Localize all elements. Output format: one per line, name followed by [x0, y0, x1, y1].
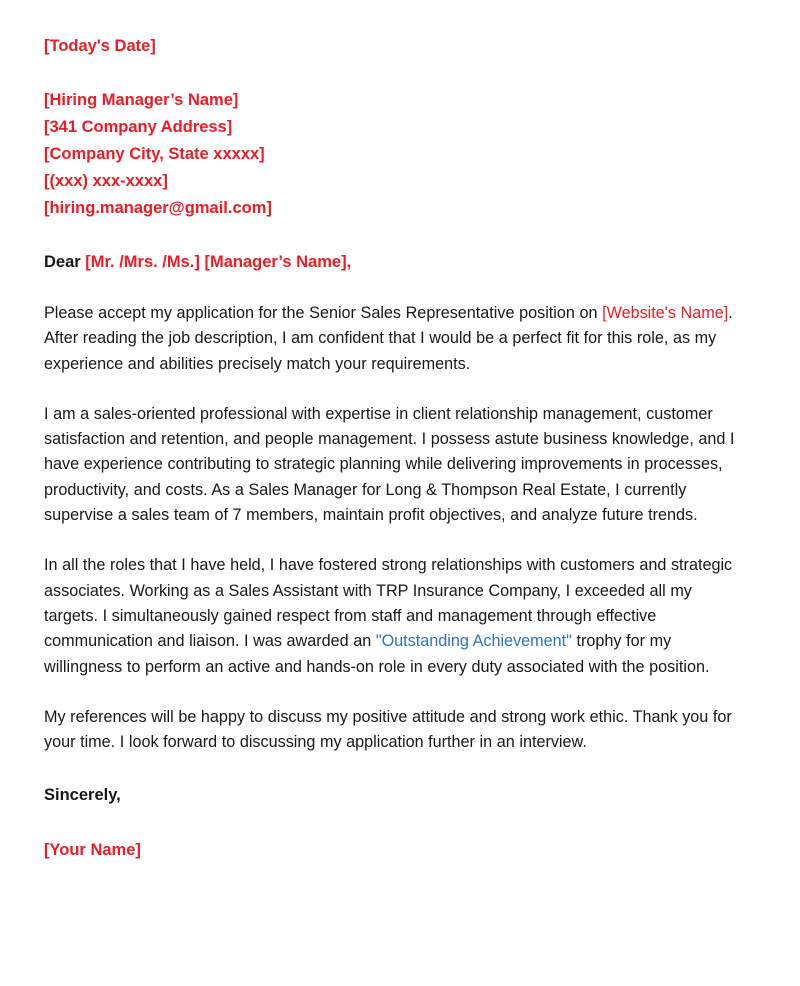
signature-name-placeholder[interactable]: [Your Name] — [44, 841, 141, 860]
header-spacer — [44, 60, 740, 87]
paragraph-achievements — [44, 553, 740, 679]
paragraph-intro — [44, 301, 740, 377]
valediction: Sincerely, — [44, 786, 121, 805]
recipient-address-placeholder[interactable]: [341 Company Address] — [44, 118, 233, 136]
run-text: trophy for my willingness to perform an active and hands-on role in every duty associated with the position. — [44, 632, 710, 676]
recipient-name-placeholder[interactable]: [Hiring Manager’s Name] — [44, 91, 239, 109]
run-text: . After reading the job description, I am confident that I would be a perfect fit for this role, as my experience and abilities precisely match your requirements. — [44, 304, 733, 373]
recipient-email-placeholder[interactable]: [hiring.manager@gmail.com] — [44, 199, 272, 217]
website-name-placeholder[interactable]: [Website's Name] — [602, 304, 729, 322]
run-text: My references will be happy to discuss my positive attitude and strong work ethic. Thank you for your time. I look forward to discussing my application further in an interview. — [44, 707, 732, 752]
paragraph-closing — [44, 705, 740, 756]
salutation-greeting: Dear — [44, 253, 86, 271]
run-text: In all the roles that I have held, I have fostered strong relationships with customers and strategic associates. Working as a Sales Assistant with TRP Insurance Company, I exceeded all my targets. I simultaneously gained respect from staff and management through effective communication and liaison. I was awarded an — [44, 556, 733, 651]
run-text: Please accept my application for the Senior Sales Representative position on — [44, 304, 603, 322]
run-text: I am a sales-oriented professional with expertise in client relationship management, customer satisfaction and retention, and people management. I possess astute business knowledge, and I have experience contributing to strategic planning while delivering improvements in processes, productivity, and costs. As a Sales Manager for Long & Thompson Real Estate, I currently supervise a sales team of 7 members, maintain profit objectives, and analyze future trends. — [44, 404, 735, 525]
paragraph-experience — [44, 402, 740, 528]
salutation-name-placeholder[interactable]: [Mr. /Mrs. /Ms.] [Manager’s Name], — [85, 253, 352, 271]
recipient-city-state-zip-placeholder[interactable]: [Company City, State xxxxx] — [44, 145, 265, 163]
date-placeholder[interactable]: [Today's Date] — [44, 37, 156, 55]
letter-body — [44, 33, 740, 864]
award-highlight-text: "Outstanding Achievement" — [375, 632, 572, 651]
salutation-line — [44, 249, 740, 276]
recipient-phone-placeholder[interactable]: [(xxx) xxx-xxxx] — [44, 172, 168, 190]
